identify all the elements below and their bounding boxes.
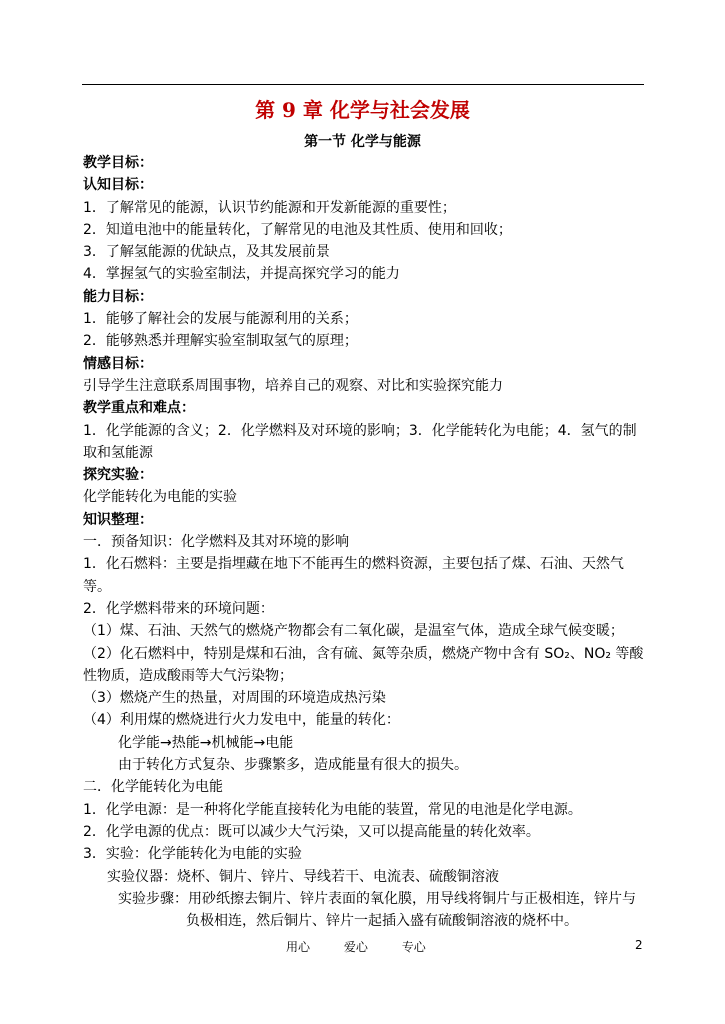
text-line: 一．预备知识：化学燃料及其对环境的影响 bbox=[83, 534, 349, 551]
text-line: 实验仪器：烧杯、铜片、锌片、导线若干、电流表、硫酸铜溶液 bbox=[107, 868, 499, 885]
text-line: （2）化石燃料中，特别是煤和石油，含有硫、氮等杂质，燃烧产物中含有 SO₂、NO₂ 等酸性物质，造成酸雨等大气污染物； bbox=[83, 645, 644, 684]
text-line: 2．化学燃料带来的环境问题： bbox=[83, 600, 274, 617]
footer-motto: 专心 bbox=[401, 940, 426, 954]
page-number: 2 bbox=[635, 938, 643, 952]
text-line: 引导学生注意联系周围事物，培养自己的观察、对比和实验探究能力 bbox=[83, 377, 503, 394]
text-line: 负极相连，然后铜片、锌片一起插入盛有硫酸铜溶液的烧杯中。 bbox=[186, 913, 578, 930]
text-line: 1．能够了解社会的发展与能源利用的关系； bbox=[83, 311, 358, 328]
text-line: 1．化学电源：是一种将化学能直接转化为电能的装置，常见的电池是化学电源。 bbox=[83, 801, 582, 818]
text-line: 化学能转化为电能的实验 bbox=[83, 489, 237, 506]
text-line: 二．化学能转化为电能 bbox=[83, 779, 223, 796]
text-line: 4．掌握氢气的实验室制法，并提高探究学习的能力 bbox=[83, 266, 400, 283]
text-line: 3．实验：化学能转化为电能的实验 bbox=[83, 846, 302, 863]
text-line: 能力目标： bbox=[83, 288, 153, 305]
footer-motto: 爱心 bbox=[343, 940, 368, 954]
footer-motto: 用心 bbox=[286, 940, 311, 954]
text-line: 1．化石燃料：主要是指埋藏在地下不能再生的燃料资源，主要包括了煤、石油、天然气等。 bbox=[83, 556, 624, 595]
text-line: 教学目标： bbox=[83, 155, 153, 171]
section-title: 第一节 化学与能源 bbox=[304, 134, 421, 150]
text-line: 2．能够熟悉并理解实验室制取氢气的原理； bbox=[83, 333, 358, 350]
text-line: 情感目标： bbox=[83, 355, 153, 372]
header-rule bbox=[82, 84, 644, 85]
text-line: 由于转化方式复杂、步骤繁多，造成能量有很大的损失。 bbox=[118, 757, 468, 774]
footer-mottos bbox=[286, 938, 456, 955]
text-line: 教学重点和难点： bbox=[83, 400, 195, 417]
document-body bbox=[83, 152, 645, 932]
text-line: 知识整理： bbox=[83, 511, 153, 528]
text-line: 1．了解常见的能源，认识节约能源和开发新能源的重要性； bbox=[83, 199, 456, 216]
text-line: 2．化学电源的优点：既可以减少大气污染，又可以提高能量的转化效率。 bbox=[83, 823, 540, 840]
text-line: 探究实验： bbox=[83, 467, 153, 484]
text-line: （1）煤、石油、天然气的燃烧产物都会有二氧化碳，是温室气体，造成全球气候变暖； bbox=[83, 623, 624, 640]
text-line: 3．了解氢能源的优缺点，及其发展前景 bbox=[83, 244, 330, 261]
text-line: 化学能→热能→机械能→电能 bbox=[118, 734, 294, 751]
text-line: 实验步骤：用砂纸擦去铜片、锌片表面的氧化膜，用导线将铜片与正极相连，锌片与 bbox=[118, 890, 636, 907]
text-line: 1．化学能源的含义；2．化学燃料及对环境的影响；3．化学能转化为电能；4．氢气的制取和氢能源 bbox=[83, 422, 637, 461]
text-line: 认知目标： bbox=[83, 177, 153, 194]
text-line: （3）燃烧产生的热量，对周围的环境造成热污染 bbox=[83, 690, 386, 707]
chapter-title: 第 9 章 化学与社会发展 bbox=[255, 98, 470, 122]
text-line: 2．知道电池中的能量转化，了解常见的电池及其性质、使用和回收； bbox=[83, 221, 512, 238]
text-line: （4）利用煤的燃烧进行火力发电中，能量的转化： bbox=[83, 712, 400, 729]
